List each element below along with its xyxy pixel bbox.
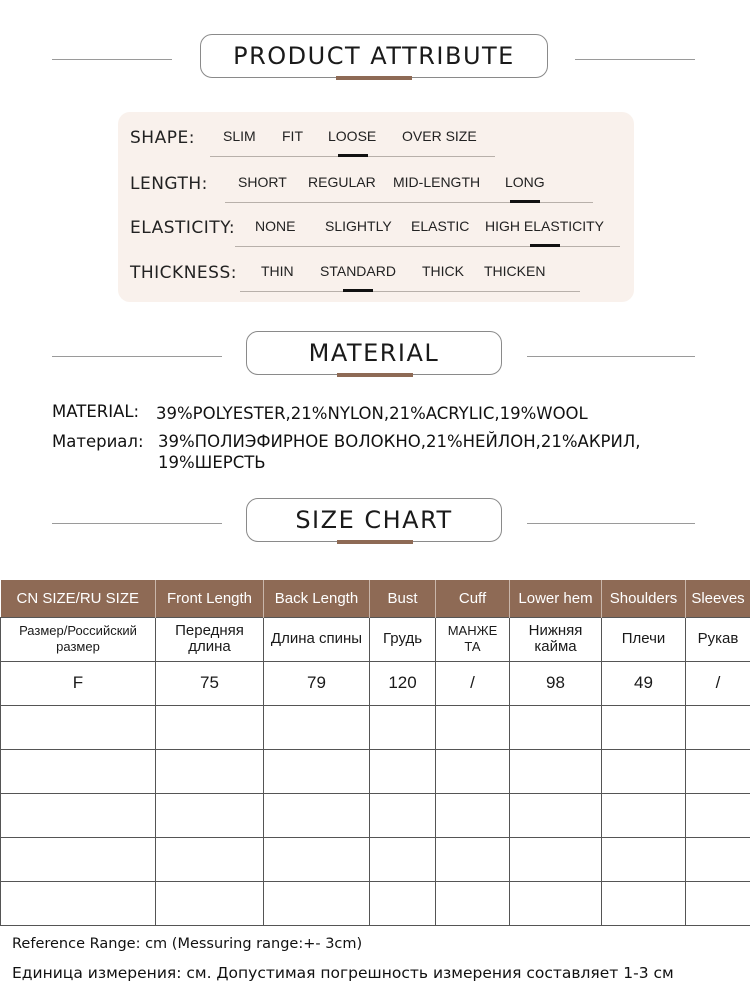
attribute-option-selected: LOOSE [328, 128, 377, 144]
ru-column-header: Плечи [602, 617, 686, 661]
column-header: Bust [370, 580, 436, 617]
attribute-option: SLIM [223, 128, 256, 144]
ru-column-header: Рукав [686, 617, 750, 661]
column-header: CN SIZE/RU SIZE [1, 580, 156, 617]
material-value-ru-cont: 19%ШЕРСТЬ [158, 453, 266, 472]
size-chart-header [0, 498, 750, 548]
attribute-row-elasticity [130, 212, 630, 242]
attribute-label: LENGTH: [130, 174, 208, 194]
table-row-empty [1, 837, 750, 881]
column-header: Lower hem [510, 580, 602, 617]
attribute-option: SHORT [238, 174, 287, 190]
table-cell: / [436, 661, 510, 705]
title-underline [337, 373, 413, 377]
material-label-ru: Материал: [52, 432, 144, 451]
attribute-option: SLIGHTLY [325, 218, 392, 234]
size-chart-table [0, 580, 750, 926]
ru-column-header: Размер/Российский размер [1, 617, 156, 661]
table-header-row [1, 580, 750, 617]
divider-line [52, 356, 222, 357]
attribute-option-selected: HIGH ELASTICITY [485, 218, 605, 234]
column-header: Shoulders [602, 580, 686, 617]
section-title: MATERIAL [308, 339, 440, 367]
title-underline [336, 76, 412, 80]
material-value-en: 39%POLYESTER,21%NYLON,21%ACRYLIC,19%WOOL [156, 404, 588, 423]
table-row-empty [1, 793, 750, 837]
divider-line [52, 59, 172, 60]
column-header: Sleeves [686, 580, 750, 617]
attribute-option-selected: LONG [505, 174, 545, 190]
table-ru-header-row [1, 617, 750, 661]
ru-column-header: Длина спины [264, 617, 370, 661]
attribute-option: ELASTIC [411, 218, 470, 234]
attribute-panel [118, 112, 634, 302]
attribute-label: ELASTICITY: [130, 218, 236, 238]
ru-column-header: Грудь [370, 617, 436, 661]
title-underline [337, 540, 413, 544]
ru-column-header: МАНЖЕТА [436, 617, 510, 661]
attribute-label: SHAPE: [130, 128, 195, 148]
material-header [0, 331, 750, 381]
ru-column-header: Передняя длина [156, 617, 264, 661]
material-label-en: MATERIAL: [52, 402, 140, 421]
table-cell: 75 [156, 661, 264, 705]
table-cell: 79 [264, 661, 370, 705]
divider-line [575, 59, 695, 60]
section-title-pill [200, 34, 548, 78]
attribute-option: FIT [282, 128, 303, 144]
selected-marker [530, 244, 560, 247]
table-cell: 49 [602, 661, 686, 705]
attribute-row-length [130, 168, 630, 198]
attribute-row-thickness [130, 257, 630, 287]
section-title: PRODUCT ATTRIBUTE [233, 42, 515, 70]
section-title-pill [246, 331, 502, 375]
table-row-empty [1, 749, 750, 793]
table-cell: F [1, 661, 156, 705]
attribute-option: OVER SIZE [402, 128, 477, 144]
selected-marker [338, 154, 368, 157]
divider-line [52, 523, 222, 524]
table-cell: 120 [370, 661, 436, 705]
divider-line [527, 523, 695, 524]
section-title: SIZE CHART [295, 506, 453, 534]
attribute-option: THIN [261, 263, 294, 279]
attribute-option: MID-LENGTH [393, 174, 481, 190]
section-title-pill [246, 498, 502, 542]
attribute-option: NONE [255, 218, 296, 234]
selected-marker [343, 289, 373, 292]
column-header: Cuff [436, 580, 510, 617]
table-row-empty [1, 881, 750, 925]
selected-marker [510, 200, 540, 203]
table-row-empty [1, 705, 750, 749]
table-row [1, 661, 750, 705]
attribute-option: THICK [422, 263, 464, 279]
table-cell: 98 [510, 661, 602, 705]
ru-column-header: Нижняя кайма [510, 617, 602, 661]
attribute-row-shape [130, 122, 630, 152]
column-header: Front Length [156, 580, 264, 617]
attribute-option: THICKEN [484, 263, 546, 279]
reference-range-en: Reference Range: cm (Messuring range:+- 3cm) [12, 936, 363, 952]
divider-line [527, 356, 695, 357]
reference-range-ru: Единица измерения: см. Допустимая погрешность измерения составляет 1-3 см [12, 964, 674, 982]
column-header: Back Length [264, 580, 370, 617]
material-value-ru: 39%ПОЛИЭФИРНОЕ ВОЛОКНО,21%НЕЙЛОН,21%АКРИЛ, [158, 432, 641, 451]
attribute-label: THICKNESS: [130, 263, 237, 283]
attribute-option: REGULAR [308, 174, 376, 190]
table-cell: / [686, 661, 750, 705]
attribute-option-selected: STANDARD [320, 263, 396, 279]
product-attribute-header [0, 34, 750, 84]
